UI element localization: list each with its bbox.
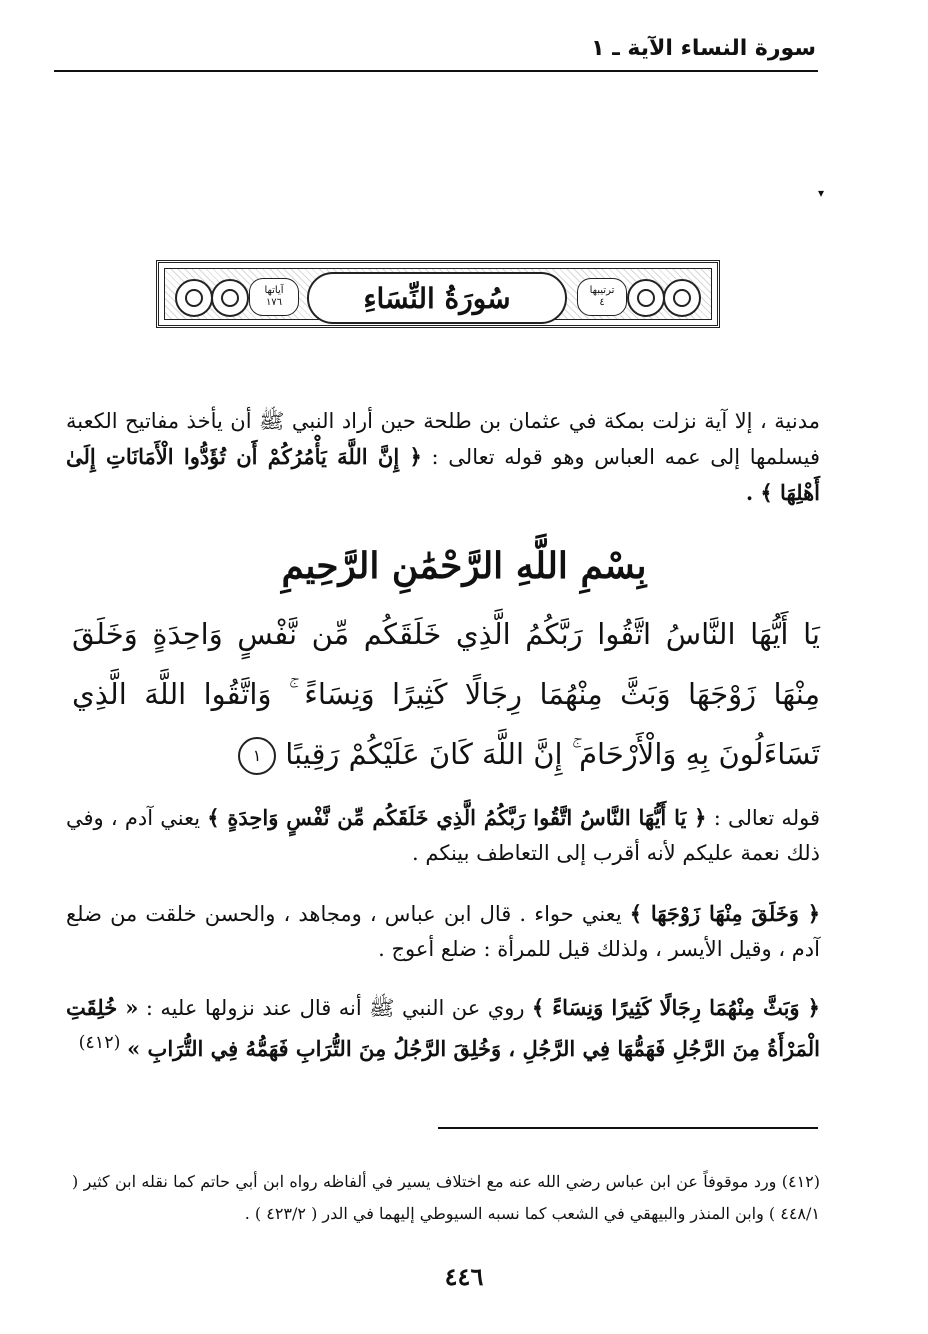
- intro-paragraph: [66, 404, 820, 511]
- commentary-quote: ﴿ وَخَلَقَ مِنْهَا زَوْجَهَا ﴾: [629, 901, 820, 926]
- verses-label: آياتها: [264, 285, 284, 296]
- knot-ornament-icon: [627, 279, 665, 317]
- order-label: ترتيبها: [589, 285, 615, 296]
- footnote-ref[interactable]: (٤١٢): [78, 1033, 121, 1053]
- surah-order-box: [577, 278, 627, 316]
- verse-block: [72, 604, 820, 784]
- commentary-text: يعني حواء . قال ابن عباس ، ومجاهد ، والحسن خلقت من ضلع آدم ، وقيل الأيسر ، ولذلك قيل للمرأة : ضلع أعوج .: [66, 902, 820, 961]
- header-rule: [54, 70, 818, 72]
- knot-ornament-icon: [211, 279, 249, 317]
- knot-ornament-icon: [175, 279, 213, 317]
- commentary-paragraph-2: [66, 896, 820, 967]
- commentary-text: روي عن النبي ﷺ أنه قال عند نزولها عليه :: [145, 996, 525, 1020]
- hadith-text: « خُلِقَتِ الْمَرْأَةُ مِنَ الرَّجُلِ فَهَمُّهَا فِي الرَّجُلِ ، وَخُلِقَ الرَّجُلُ مِنَ التُّرَابِ فَهَمُّهُ فِي التُّرَابِ »: [66, 995, 820, 1061]
- footnote-rule: [438, 1127, 818, 1129]
- knot-ornament-icon: [663, 279, 701, 317]
- page-number: ٤٤٦: [444, 1262, 484, 1291]
- verses-value: ١٧٦: [265, 297, 283, 308]
- surah-name: سُورَةُ النِّسَاءِ: [307, 272, 567, 324]
- verse-text: يَا أَيُّهَا النَّاسُ اتَّقُوا رَبَّكُمُ الَّذِي خَلَقَكُم مِّن نَّفْسٍ وَاحِدَةٍ وَخَلَقَ مِنْهَا زَوْجَهَا وَبَثَّ مِنْهُمَا رِجَالًا كَثِيرًا وَنِسَاءً ۚ وَاتَّقُوا اللَّهَ الَّذِي تَسَاءَلُونَ بِهِ وَالْأَرْحَامَ ۚ إِنَّ اللَّهَ كَانَ عَلَيْكُمْ رَقِيبًا: [72, 617, 820, 771]
- verse-number-icon: ١: [238, 737, 276, 775]
- commentary-paragraph-3: [66, 990, 820, 1067]
- running-title: سورة النساء الآية ـ ١: [591, 36, 816, 61]
- verses-count-box: [249, 278, 299, 316]
- commentary-paragraph-1: [66, 800, 820, 871]
- ornament-border: [164, 268, 712, 320]
- commentary-quote: ﴿ يَا أَيُّهَا النَّاسُ اتَّقُوا رَبَّكُمُ الَّذِي خَلَقَكُم مِّن نَّفْسٍ وَاحِدَةٍ ﴾: [207, 805, 707, 830]
- surah-title-frame: [156, 260, 720, 328]
- commentary-text: يعني آدم ، وفي ذلك نعمة عليكم لأنه أقرب إلى التعاطف بينكم .: [66, 806, 820, 865]
- stray-mark-icon: ▾: [818, 186, 825, 200]
- commentary-quote: ﴿ وَبَثَّ مِنْهُمَا رِجَالًا كَثِيرًا وَنِسَاءً ﴾: [531, 995, 820, 1020]
- footnote: (٤١٢) ورد موقوفاً عن ابن عباس رضي الله عنه مع اختلاف يسير في ألفاظه رواه ابن أبي حاتم كما نقله ابن كثير ( ٤٤٨/١ ) وابن المنذر والبيهقي في الشعب كما نسبه السيوطي إليهما في الدر ( ٤٢٣/٢ ) .: [72, 1172, 821, 1223]
- order-value: ٤: [599, 297, 605, 308]
- intro-quote: ﴿ إِنَّ اللَّهَ يَأْمُرُكُمْ أَن تُؤَدُّوا الْأَمَانَاتِ إِلَىٰ أَهْلِهَا ﴾ .: [66, 444, 820, 505]
- intro-text: مدنية ، إلا آية نزلت بمكة في عثمان بن طلحة حين أراد النبي ﷺ أن يأخذ مفاتيح الكعبة فيسلمها إلى عمه العباس وهو قوله تعالى :: [66, 409, 820, 469]
- commentary-lead: قوله تعالى :: [713, 806, 820, 830]
- basmala: بِسْمِ اللَّهِ الرَّحْمَٰنِ الرَّحِيمِ: [281, 545, 647, 587]
